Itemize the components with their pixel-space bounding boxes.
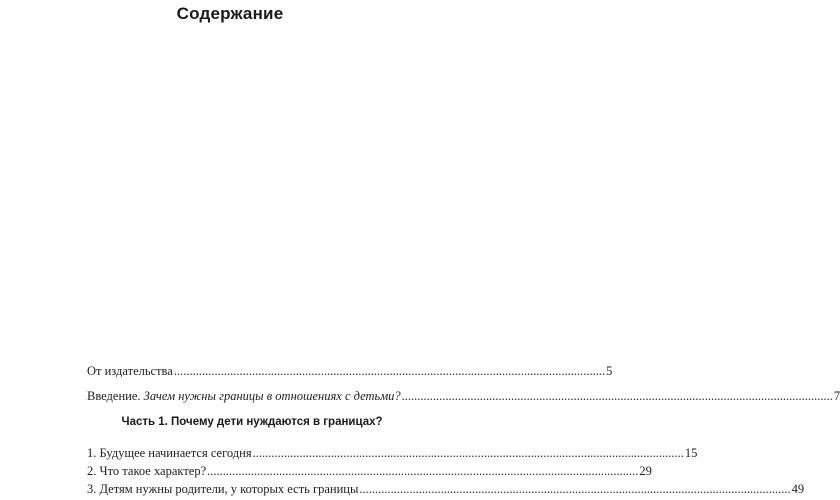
toc-entry-page: 15	[684, 446, 698, 460]
toc-entry-page: 7	[833, 389, 840, 403]
toc-entry-label-italic: Зачем нужны границы в отношениях с детьми?	[143, 389, 401, 403]
toc-entry-chapter-3[interactable]	[87, 481, 805, 497]
toc-leader-dots: ..........................................................................................................................................	[252, 446, 684, 460]
toc-entry-label: От издательства	[87, 364, 173, 378]
toc-leader-dots: ..........................................................................................................................................	[401, 389, 833, 403]
part-heading: Часть 1. Почему дети нуждаются в границах?	[121, 416, 383, 428]
toc-leader-dots: ..........................................................................................................................................	[173, 364, 606, 378]
toc-leader-dots: ..........................................................................................................................................	[359, 482, 791, 496]
toc-entry-page: 49	[791, 482, 805, 496]
toc-entry-label: 2. Что такое характер?	[87, 464, 207, 478]
toc-entry-publisher[interactable]	[87, 363, 613, 379]
toc-entry-label-prefix: Введение.	[87, 389, 144, 403]
toc-entry-chapter-1[interactable]	[87, 445, 698, 461]
toc-entry-page: 29	[639, 464, 652, 478]
toc-entry-chapter-2[interactable]	[87, 463, 652, 479]
toc-entry-page: 5	[606, 364, 613, 378]
toc-entry-label	[87, 388, 401, 404]
toc-entry-label: 1. Будущее начинается сегодня	[87, 446, 252, 460]
toc-leader-dots: ..........................................................................................................................................	[207, 464, 639, 478]
page-title: Содержание	[176, 4, 284, 23]
toc-entry-label: 3. Детям нужны родители, у которых есть границы	[87, 482, 359, 496]
toc-entry-introduction[interactable]	[87, 388, 840, 404]
